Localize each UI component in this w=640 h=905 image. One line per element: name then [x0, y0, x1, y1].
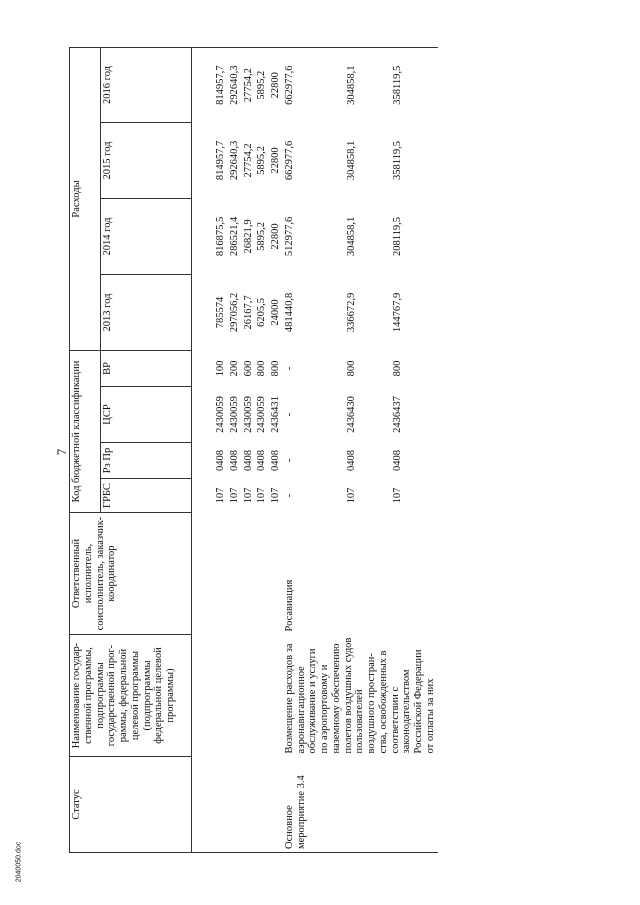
cell-csr: 2436431 [270, 396, 281, 433]
header-rzpr: Рз Пр [101, 443, 192, 479]
cell-2015: 5895,2 [256, 146, 268, 175]
header-year-2014: 2014 год [101, 198, 192, 274]
cell-vr: - [283, 366, 295, 371]
cell-2016: 22800 [269, 47, 283, 122]
cell-grbs: - [283, 493, 295, 498]
header-vr: ВР [101, 350, 192, 386]
budget-table [69, 47, 438, 853]
cell-2016: 304858,1 [345, 47, 391, 122]
page-number: 7 [54, 448, 69, 456]
cell-vr: 200 [228, 360, 240, 377]
table-row-event-total [283, 47, 329, 852]
cell-vr: 100 [215, 360, 226, 377]
cell-rzpr: 0408 [270, 450, 281, 471]
cell-2013: 785574 [215, 296, 226, 329]
event-responsible: Росавиация [283, 579, 295, 632]
cell-2013: 481440,8 [283, 292, 295, 333]
cell-2016: 358119,5 [391, 47, 437, 122]
cell-2015: 662977,6 [283, 140, 295, 181]
cell-grbs: 107 [215, 487, 226, 504]
footer-document-code: 2040050.doc [15, 841, 23, 883]
cell-csr: 2430059 [242, 396, 254, 433]
cell-2013: 24000 [270, 299, 281, 326]
cell-2016: 662977,6 [283, 47, 329, 122]
cell-grbs: 107 [270, 487, 281, 504]
cell-2014: 286521,4 [228, 216, 240, 257]
cell-grbs: 107 [256, 487, 268, 504]
header-year-2016: 2016 год [101, 47, 192, 122]
cell-grbs: 107 [346, 487, 357, 504]
cell-csr: 2436430 [346, 396, 357, 433]
header-budget-code: Код бюджетной классификации [70, 350, 101, 512]
cell-2014: 26821,9 [242, 219, 254, 254]
cell-2014: 816875,5 [215, 216, 226, 257]
cell-grbs: 107 [242, 487, 254, 504]
cell-csr: - [283, 412, 295, 417]
header-grbs: ГРБС [101, 479, 192, 513]
cell-grbs: 107 [392, 487, 404, 504]
table-row-gap [192, 47, 215, 852]
cell-2016: 814957,7 [214, 47, 228, 122]
cell-vr: 800 [256, 360, 268, 377]
header-year-2015: 2015 год [101, 122, 192, 198]
cell-2013: 297056,2 [228, 292, 240, 333]
cell-vr: 800 [346, 360, 357, 377]
cell-2015: 22800 [270, 147, 281, 174]
cell-2015: 292640,3 [228, 140, 240, 181]
cell-vr: 800 [270, 360, 281, 377]
cell-vr: 800 [392, 360, 404, 377]
cell-rzpr: 0408 [228, 450, 240, 471]
header-name: Наименование государ-ственной программы, подпрограммы государственной прог-раммы, федеральной целевой программы (подпрограммы федеральной целевой программы) [70, 635, 192, 757]
cell-rzpr: 0408 [215, 450, 226, 471]
cell-2014: 512977,6 [283, 216, 295, 257]
event-status: Основное мероприятие 3.4 [283, 757, 438, 853]
cell-2013: 144767,9 [392, 292, 404, 333]
event-name: Возмещение расходов за аэронавигационное обслуживание и услуги по аэропортовому и наземному обеспечению полетов воздушных судов пользователей воздушного простран-ства, освобожденных в соответствии с законодательством Российской Федерации от оплаты за них [283, 637, 436, 754]
cell-csr: 2430059 [228, 396, 240, 433]
table-row [242, 47, 256, 852]
cell-rzpr: 0408 [256, 450, 268, 471]
cell-csr: 2430059 [256, 396, 268, 433]
cell-2015: 814957,7 [215, 140, 226, 181]
cell-grbs: 107 [228, 487, 240, 504]
cell-2016: 5895,2 [255, 47, 269, 122]
cell-vr: 600 [242, 360, 254, 377]
cell-rzpr: 0408 [392, 450, 404, 471]
cell-2013: 6205,5 [256, 298, 268, 327]
table-row [228, 47, 242, 852]
cell-csr: 2436437 [392, 396, 404, 433]
cell-rzpr: 0408 [242, 450, 254, 471]
cell-2016: 27754,2 [242, 47, 256, 122]
cell-rzpr: - [283, 458, 295, 463]
cell-rzpr: 0408 [346, 450, 357, 471]
cell-2014: 208119,5 [392, 216, 404, 256]
cell-2015: 304858,1 [346, 140, 357, 181]
header-csr: ЦСР [101, 387, 192, 443]
cell-2014: 304858,1 [346, 216, 357, 257]
header-responsible: Ответственный исполнитель, соисполнитель, заказчик-координатор [70, 513, 192, 635]
table-row [269, 47, 283, 852]
cell-2016: 292640,3 [228, 47, 242, 122]
header-year-2013: 2013 год [101, 274, 192, 350]
cell-2013: 336672,9 [346, 292, 357, 333]
rotated-table-container [69, 48, 587, 853]
cell-2015: 27754,2 [242, 143, 254, 178]
cell-2014: 5895,2 [256, 222, 268, 251]
cell-2015: 358119,5 [392, 140, 404, 180]
table-row [214, 47, 228, 852]
cell-2013: 26167,7 [242, 295, 254, 330]
cell-2014: 22800 [270, 223, 281, 250]
header-expenses: Расходы [70, 47, 101, 350]
table-row [255, 47, 269, 852]
header-status: Статус [70, 757, 192, 853]
cell-csr: 2430059 [215, 396, 226, 433]
